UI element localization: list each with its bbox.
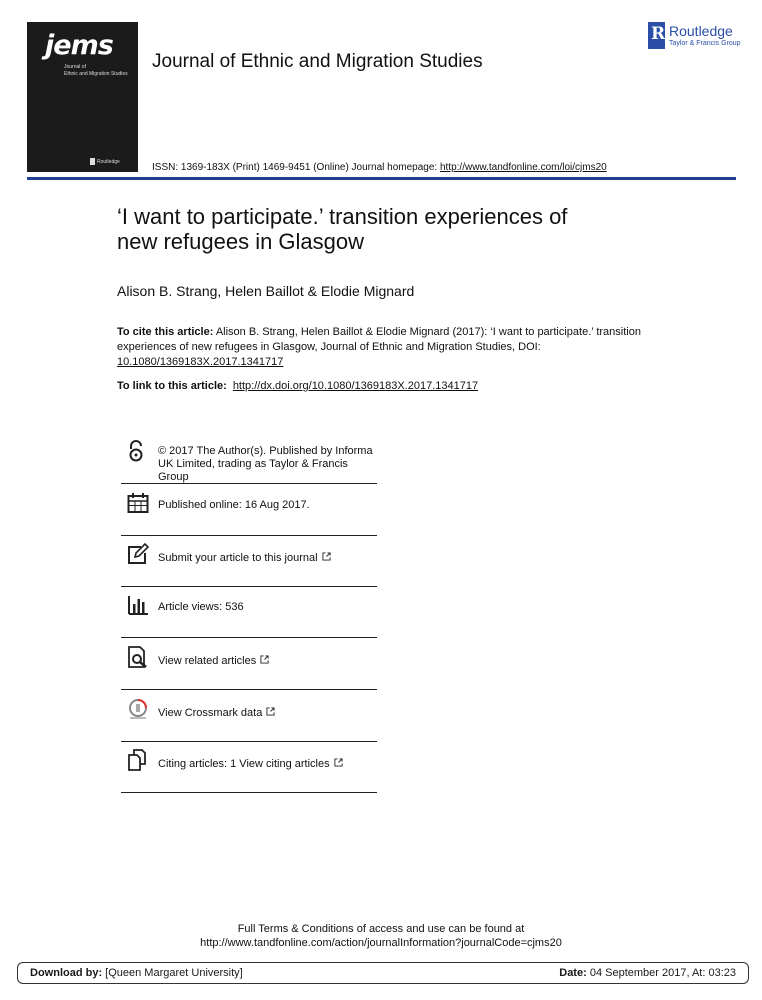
citation-label: To cite this article: xyxy=(117,326,214,338)
citation-text: Alison B. Strang, Helen Baillot & Elodie Mignard (2017): ‘I want to participate.’ transition experiences of new refugees in Glasgow, Journal of Ethnic and Migration Studies, DOI: xyxy=(117,326,641,353)
journal-title: Journal of Ethnic and Migration Studies xyxy=(152,51,483,72)
divider xyxy=(121,483,377,484)
search-document-icon xyxy=(127,646,149,668)
authors: Alison B. Strang, Helen Baillot & Elodie Mignard xyxy=(117,283,415,299)
divider xyxy=(121,535,377,536)
external-link-icon xyxy=(334,758,343,767)
download-by xyxy=(30,967,243,979)
issn-line xyxy=(152,162,607,173)
article-doi-url[interactable]: http://dx.doi.org/10.1080/1369183X.2017.1341717 xyxy=(232,380,479,392)
bar-chart-icon xyxy=(127,594,149,616)
download-date xyxy=(559,967,736,979)
submit-article-link[interactable] xyxy=(158,552,331,564)
article-title-line-2: new refugees in Glasgow xyxy=(117,229,365,254)
external-link-icon xyxy=(266,707,275,716)
article-views-count: Article views: 536 xyxy=(158,601,244,613)
related-articles-label: View related articles xyxy=(158,655,257,667)
publisher-logo-letter: R xyxy=(651,24,666,44)
article-title xyxy=(117,204,717,254)
license-line-3: Group xyxy=(158,471,189,483)
divider xyxy=(121,741,377,742)
crossmark-label: View Crossmark data xyxy=(158,707,263,719)
citation-doi-link[interactable]: 10.1080/1369183X.2017.1341717 xyxy=(117,356,284,368)
date-label: Date: xyxy=(559,967,587,979)
edit-icon xyxy=(127,543,149,565)
external-link-icon xyxy=(322,552,331,561)
divider xyxy=(121,792,377,793)
terms-line-1: Full Terms & Conditions of access and use can be found at xyxy=(237,923,525,935)
external-link-icon xyxy=(260,655,269,664)
publisher-name: Routledge xyxy=(669,23,733,39)
calendar-icon xyxy=(127,492,149,514)
cover-brand: Routledge xyxy=(97,159,120,165)
citing-icon xyxy=(127,749,149,771)
article-link-line xyxy=(117,380,478,392)
cover-subtitle-1: Journal of xyxy=(64,64,86,70)
publisher-subtitle: Taylor & Francis Group xyxy=(669,40,741,47)
date-value: 04 September 2017, At: 03:23 xyxy=(589,967,736,979)
divider xyxy=(121,689,377,690)
crossmark-icon xyxy=(127,698,149,720)
citing-articles-link[interactable] xyxy=(158,758,343,770)
published-date: Published online: 16 Aug 2017. xyxy=(158,499,310,511)
article-title-line-1: ‘I want to participate.’ transition experiences of xyxy=(117,204,568,229)
terms-notice xyxy=(0,922,762,950)
open-lock-icon xyxy=(125,440,147,462)
issn-text: ISSN: 1369-183X (Print) 1469-9451 (Online) Journal homepage: xyxy=(152,162,438,173)
crossmark-link[interactable] xyxy=(158,707,275,719)
divider xyxy=(121,637,377,638)
terms-url[interactable]: http://www.tandfonline.com/action/journalInformation?journalCode=cjms20 xyxy=(200,937,562,949)
citation-block xyxy=(117,325,647,370)
cover-brand-icon xyxy=(90,158,95,165)
license-line-2: UK Limited, trading as Taylor & Francis xyxy=(158,458,348,470)
related-articles-link[interactable] xyxy=(158,655,269,667)
routledge-logo-icon xyxy=(648,22,665,49)
download-label: Download by: xyxy=(30,967,103,979)
divider xyxy=(121,586,377,587)
cover-subtitle-2: Ethnic and Migration Studies xyxy=(64,71,128,77)
download-info-box xyxy=(17,962,749,984)
article-link-label: To link to this article: xyxy=(117,380,227,392)
journal-cover xyxy=(27,22,138,172)
submit-article-label: Submit your article to this journal xyxy=(158,552,318,564)
license-line-1: © 2017 The Author(s). Published by Informa xyxy=(158,445,373,457)
download-institution: [Queen Margaret University] xyxy=(105,967,243,979)
publisher-logo xyxy=(648,22,748,50)
citing-articles-label: Citing articles: 1 View citing articles xyxy=(158,758,330,770)
cover-logo: jems xyxy=(45,30,113,61)
journal-homepage-link[interactable]: http://www.tandfonline.com/loi/cjms20 xyxy=(439,162,607,173)
header-rule xyxy=(27,177,736,180)
